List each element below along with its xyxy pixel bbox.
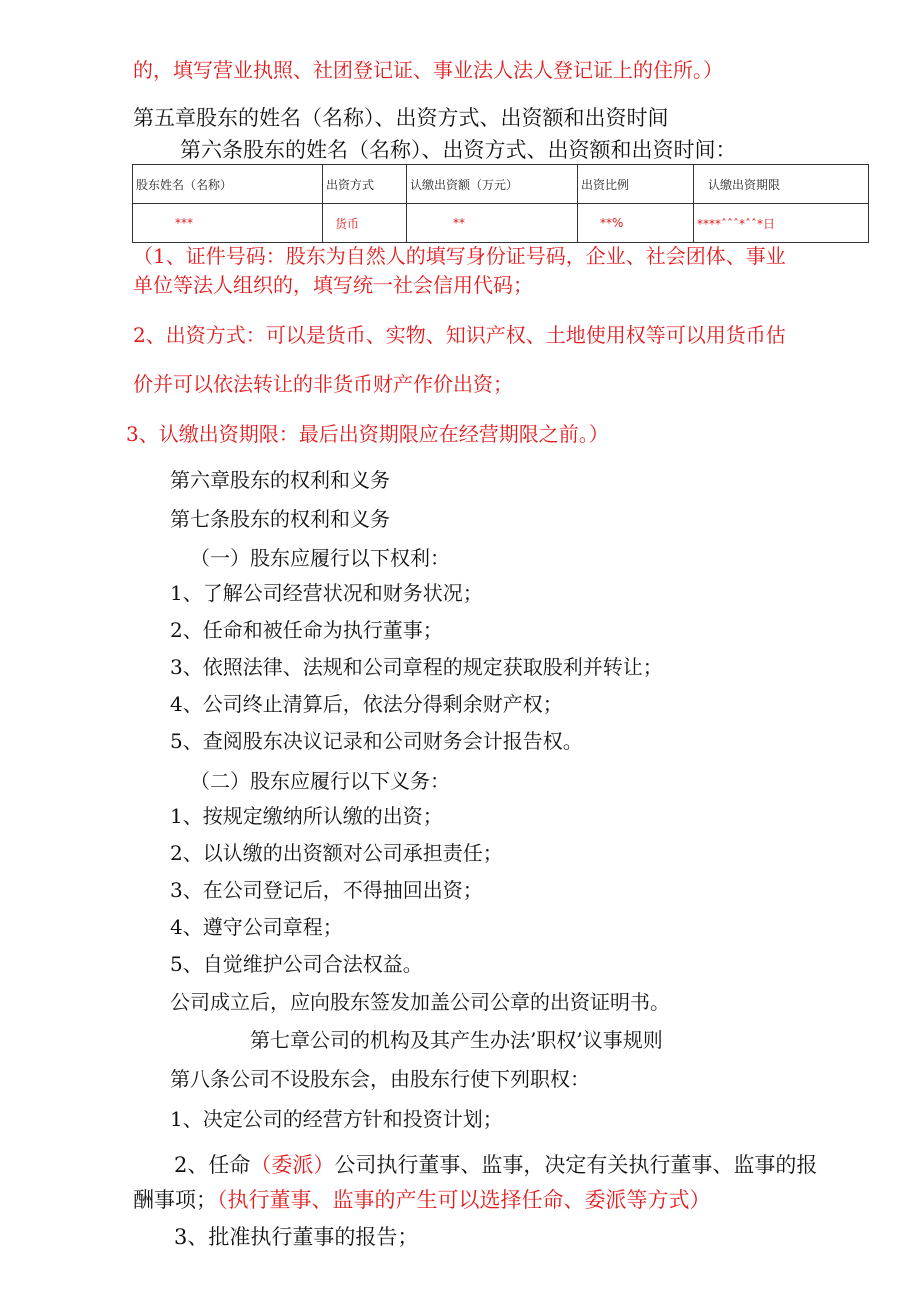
chapter-7-title: 第七章公司的机构及其产生办法’职权’议事规则 — [250, 1028, 663, 1052]
table-row — [133, 204, 869, 243]
rights-item-1: 1、了解公司经营状况和财务状况； — [170, 581, 483, 605]
powers-item-1: 1、决定公司的经营方针和投资计划； — [170, 1107, 503, 1131]
powers-item-2-line-1 — [174, 1152, 817, 1178]
cell-subscribed-amount: ** — [407, 204, 578, 243]
rights-item-2: 2、任命和被任命为执行董事； — [170, 618, 443, 642]
article-8-title: 第八条公司不设股东会，由股东行使下列职权： — [170, 1067, 590, 1091]
certificate-paragraph: 公司成立后，应向股东签发加盖公司公章的出资证明书。 — [170, 990, 670, 1014]
rights-item-5: 5、查阅股东决议记录和公司财务会计报告权。 — [170, 729, 583, 753]
top-note: 的，填写营业执照、社团登记证、事业法人法人登记证上的住所。） — [133, 58, 723, 82]
note-2-line-2: 价并可以依法转让的非货币财产作价出资； — [133, 372, 513, 396]
powers-item-2-rest: 公司执行董事、监事，决定有关执行董事、监事的报 — [334, 1153, 818, 1177]
header-subscription-deadline: 认缴出资期限 — [694, 165, 869, 204]
header-contribution-ratio: 出资比例 — [578, 165, 694, 204]
chapter-5-title: 第五章股东的姓名（名称）、出资方式、出资额和出资时间 — [133, 106, 669, 130]
rights-item-3: 3、依照法律、法规和公司章程的规定获取股利并转让； — [170, 655, 663, 679]
table-header-row — [133, 165, 869, 204]
header-subscribed-amount: 认缴出资额（万元） — [407, 165, 578, 204]
note-1-line-2: 单位等法人组织的，填写统一社会信用代码； — [133, 273, 533, 297]
powers-item-2-line-2 — [133, 1187, 711, 1213]
chapter-6-title: 第六章股东的权利和义务 — [170, 468, 390, 492]
duties-item-4: 4、遵守公司章程； — [170, 915, 343, 939]
rights-heading: （一）股东应履行以下权利： — [190, 546, 450, 570]
cell-subscription-deadline: ****ˆˆˆ*ˆˆ*日 — [694, 204, 869, 243]
header-shareholder-name: 股东姓名（名称） — [133, 165, 323, 204]
shareholder-table — [132, 164, 869, 243]
cell-contribution-method: 货币 — [323, 204, 407, 243]
article-6-title: 第六条股东的姓名（名称）、出资方式、出资额和出资时间： — [180, 138, 737, 162]
header-contribution-method: 出资方式 — [323, 165, 407, 204]
duties-item-1: 1、按规定缴纳所认缴的出资； — [170, 804, 443, 828]
powers-item-2-prefix: 2、任命 — [174, 1153, 251, 1177]
duties-item-3: 3、在公司登记后，不得抽回出资； — [170, 878, 483, 902]
rights-item-4: 4、公司终止清算后，依法分得剩余财产权； — [170, 692, 563, 716]
powers-item-2-remuneration: 酬事项； — [133, 1188, 217, 1212]
note-2-line-1: 2、出资方式：可以是货币、实物、知识产权、土地使用权等可以用货币估 — [133, 323, 786, 347]
powers-item-2-note: （执行董事、监事的产生可以选择任命、委派等方式） — [217, 1188, 711, 1212]
duties-heading: （二）股东应履行以下义务： — [190, 769, 450, 793]
powers-item-3: 3、批准执行董事的报告； — [174, 1225, 419, 1249]
duties-item-2: 2、以认缴的出资额对公司承担责任； — [170, 841, 503, 865]
cell-contribution-ratio: **% — [578, 204, 694, 243]
cell-shareholder-name: *** — [133, 204, 323, 243]
note-3: 3、认缴出资期限：最后出资期限应在经营期限之前。） — [126, 422, 609, 446]
duties-item-5: 5、自觉维护公司合法权益。 — [170, 952, 423, 976]
powers-item-2-delegate: （委派） — [250, 1153, 335, 1177]
article-7-title: 第七条股东的权利和义务 — [170, 507, 390, 531]
note-1-line-1: （1、证件号码：股东为自然人的填写身份证号码，企业、社会团体、事业 — [133, 244, 786, 268]
